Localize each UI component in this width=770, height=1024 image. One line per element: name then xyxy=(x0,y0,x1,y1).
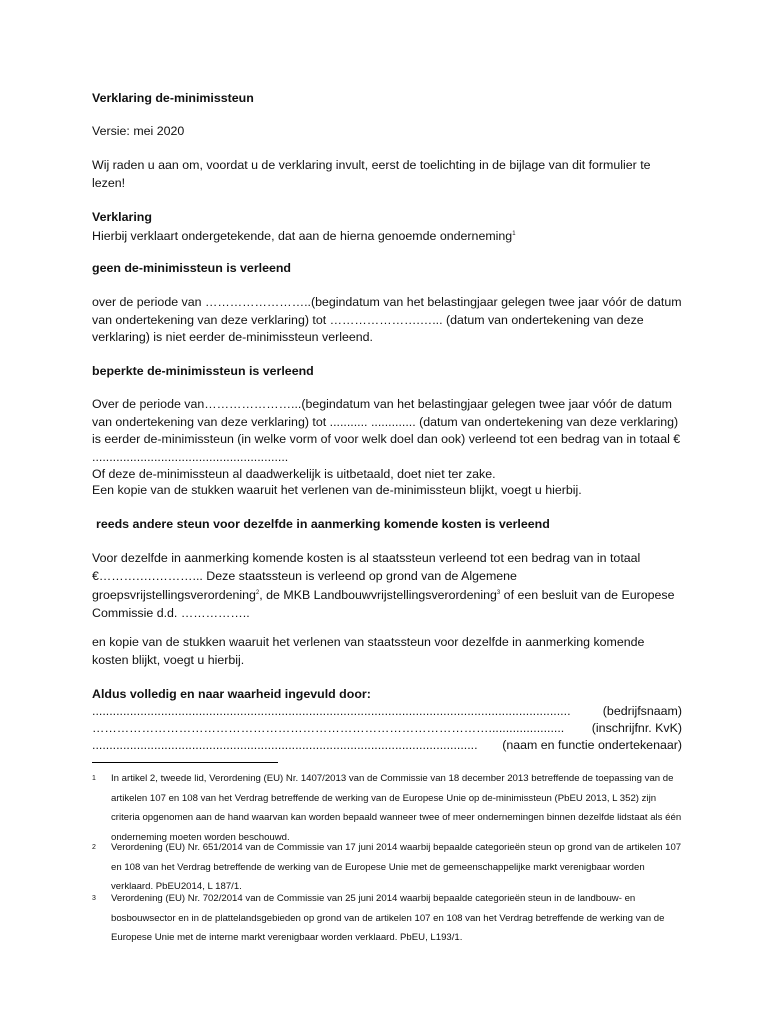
verklaring-text xyxy=(92,226,682,246)
section3-text xyxy=(92,550,682,622)
footnote-3 xyxy=(92,889,682,948)
footnote-separator xyxy=(92,762,278,763)
footnote-number: 1 xyxy=(92,775,96,782)
footnote-2 xyxy=(92,838,682,897)
sign-field-signer[interactable] xyxy=(92,737,682,755)
footnote-ref-1[interactable]: 1 xyxy=(512,231,516,237)
section2-heading: beperkte de-minimissteun is verleend xyxy=(92,364,314,378)
footnote-number: 2 xyxy=(92,844,96,851)
section3-text-c: of een besluit van de Europese Commissie d.d. …………….. xyxy=(92,588,675,620)
section2-line3: Een kopie van de stukken waaruit het verlenen van de-minimissteun blijkt, voegt u hierbij. xyxy=(92,483,582,497)
sign-field-label: (naam en functie ondertekenaar) xyxy=(502,738,682,752)
sign-heading: Aldus volledig en naar waarheid ingevuld door: xyxy=(92,687,371,701)
sign-field-company[interactable] xyxy=(92,703,682,721)
sign-field-label: (bedrijfsnaam) xyxy=(602,704,682,718)
footnote-ref-2[interactable]: 2 xyxy=(255,590,260,596)
section1-text: over de periode van ……………………..(begindatum van het belastingjaar gelegen twee jaar vóór de datum van ondertekening van deze verklaring) tot ………………….…... (datum van ondertekening van deze verklaring) is niet eerder de-minimissteun verleend. xyxy=(92,295,682,344)
verklaring-text-body: Hierbij verklaart ondergetekende, dat aan de hierna genoemde onderneming xyxy=(92,229,513,243)
sign-field-dots: ................................................................................................................ xyxy=(92,738,478,752)
footnote-text: In artikel 2, tweede lid, Verordening (EU) Nr. 1407/2013 van de Commissie van 18 december 2013 betreffende de toepassing van de artikelen 107 en 108 van het Verdrag betreffende de werking van de Europese Unie op de-minimissteun (PbEU 2013, L 352) zijn criteria opgenomen aan de hand waarvan kan worden bepaald wanneer twee of meer ondernemingen binnen dezelfde lidstaat als één onderneming moeten worden beschouwd. xyxy=(111,773,682,843)
intro-text: Wij raden u aan om, voordat u de verklaring invult, eerst de toelichting in de bijlage van dit formulier te lezen! xyxy=(92,158,651,190)
sign-field-dots: ……………………………………………………………………………………...................... xyxy=(92,721,565,735)
section3-text2: en kopie van de stukken waaruit het verlenen van staatssteun voor dezelfde in aanmerking komende kosten blijkt, voegt u hierbij. xyxy=(92,635,645,667)
sign-field-dots: ........................................................................................................................................... xyxy=(92,704,571,718)
section1-heading: geen de-minimissteun is verleend xyxy=(92,261,292,275)
footnote-ref-3[interactable]: 3 xyxy=(496,590,501,596)
version-line: Versie: mei 2020 xyxy=(92,124,185,138)
footnote-text: Verordening (EU) Nr. 702/2014 van de Commissie van 25 juni 2014 waarbij bepaalde categorieën steun in de landbouw- en bosbouwsector en in de plattelandsgebieden op grond van de artikelen 107 en 108 van het Verdrag betreffende de werking van de Europese Unie met de interne markt verenigbaar worden verklaard. PbEU, L193/1. xyxy=(111,893,665,943)
footnote-1 xyxy=(92,769,682,847)
section2-text: Over de periode van…………………...(begindatum van het belastingjaar gelegen twee jaar vóór de datum van ondertekening van deze verklaring) tot ........... ............. (datum van ondertekening van deze verklaring) is eerder de-minimissteun (in welke vorm of voor welk doel dan ook) verleend tot een bedrag van in totaal € ......................................................... xyxy=(92,397,681,464)
sign-field-label: (inschrijfnr. KvK) xyxy=(591,721,682,735)
section2-line2: Of deze de-minimissteun al daadwerkelijk is uitbetaald, doet niet ter zake. xyxy=(92,467,496,481)
footnote-number: 3 xyxy=(92,895,96,902)
document-title: Verklaring de-minimissteun xyxy=(92,91,254,105)
section3-text-b: , de MKB Landbouwvrijstellingsverordening xyxy=(259,588,497,602)
verklaring-heading: Verklaring xyxy=(92,210,152,224)
footnote-text: Verordening (EU) Nr. 651/2014 van de Commissie van 17 juni 2014 waarbij bepaalde categorieën steun op grond van de artikelen 107 en 108 van het Verdrag betreffende de werking van de Europese Unie met de gemeenschappelijke markt verenigbaar worden verklaard. PbEU2014, L 187/1. xyxy=(111,842,682,892)
sign-field-kvk[interactable] xyxy=(92,720,682,738)
section3-heading: reeds andere steun voor dezelfde in aanmerking komende kosten is verleend xyxy=(96,517,550,531)
section3-text-a: Voor dezelfde in aanmerking komende kosten is al staatssteun verleend tot een bedrag van in totaal €……….….………... Deze staatssteun is verleend op grond van de Algemene groepsvrijstellingsverordening xyxy=(92,551,641,602)
